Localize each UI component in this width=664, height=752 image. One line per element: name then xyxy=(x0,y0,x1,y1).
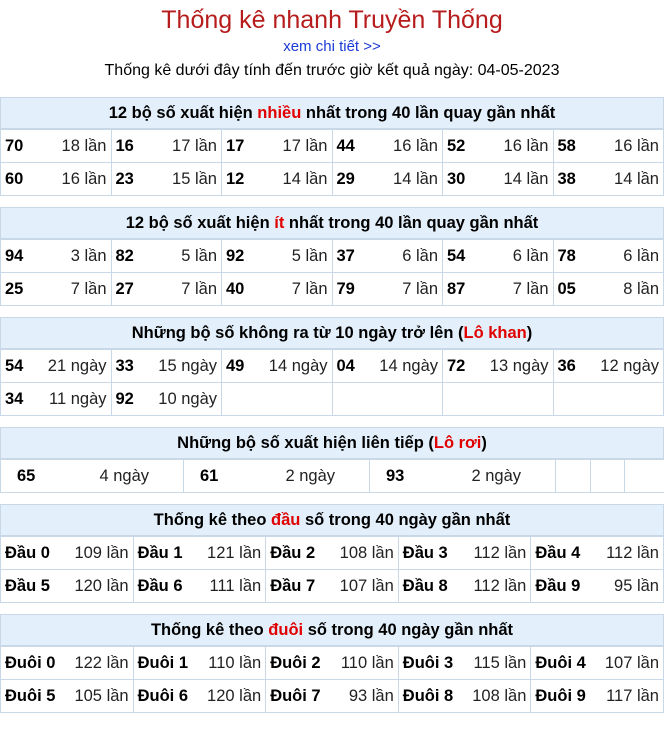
table-cell xyxy=(332,163,443,196)
cell-count: 14 ngày xyxy=(379,357,438,376)
cell-count: 108 lần xyxy=(472,687,526,706)
cell-label: Đầu 7 xyxy=(270,577,315,596)
cell-count: 8 lần xyxy=(623,280,659,299)
cell-count: 3 lần xyxy=(71,247,107,266)
cell-count: 95 lần xyxy=(614,577,659,596)
cell-label: Đầu 8 xyxy=(403,577,448,596)
table-cell xyxy=(266,647,399,680)
cell-label: Đuôi 4 xyxy=(535,654,585,673)
cell-label: 23 xyxy=(116,170,134,189)
table-cell xyxy=(591,460,625,493)
table-cell xyxy=(443,350,554,383)
duoi-section xyxy=(0,614,664,713)
cell-label: 58 xyxy=(558,137,576,156)
cell-count: 18 lần xyxy=(62,137,107,156)
cell-count: 15 ngày xyxy=(158,357,217,376)
cell-label: 72 xyxy=(447,357,465,376)
table-cell xyxy=(1,647,134,680)
cell-count: 7 lần xyxy=(513,280,549,299)
cell-label: Đầu 9 xyxy=(535,577,580,596)
table-row xyxy=(1,570,664,603)
cell-count: 109 lần xyxy=(74,544,128,563)
cell-count: 6 lần xyxy=(402,247,438,266)
table-row xyxy=(1,680,664,713)
table-cell xyxy=(553,163,664,196)
cell-count: 21 ngày xyxy=(48,357,107,376)
cell-count: 111 lần xyxy=(210,577,262,596)
dau-section xyxy=(0,504,664,603)
table-cell xyxy=(266,570,399,603)
table-cell: 93 2 ngày xyxy=(370,460,556,493)
cell-count: 15 lần xyxy=(172,170,217,189)
table-cell xyxy=(332,383,443,416)
cell-count: 5 lần xyxy=(181,247,217,266)
cell-label: 36 xyxy=(558,357,576,376)
table-cell xyxy=(625,460,664,493)
table-cell xyxy=(1,537,134,570)
cell-count: 112 lần xyxy=(473,577,526,596)
cell-count: 11 ngày xyxy=(49,390,107,409)
cell-label: Đuôi 6 xyxy=(138,687,188,706)
cell-count: 110 lần xyxy=(208,654,261,673)
cell-label: 04 xyxy=(337,357,355,376)
cell-count: 107 lần xyxy=(340,577,394,596)
cell-label: 37 xyxy=(337,247,355,266)
cell-count: 14 lần xyxy=(614,170,659,189)
cell-count: 107 lần xyxy=(605,654,659,673)
most-frequent-section xyxy=(0,97,664,196)
table-cell xyxy=(398,537,531,570)
cell-count: 7 lần xyxy=(292,280,328,299)
cell-label: Đuôi 3 xyxy=(403,654,453,673)
cell-label: 60 xyxy=(5,170,23,189)
table-cell xyxy=(556,460,591,493)
table-cell xyxy=(443,383,554,416)
cell-count: 16 lần xyxy=(504,137,549,156)
section-header: 12 bộ số xuất hiện nhiều nhất trong 40 lần quay gần nhất xyxy=(0,97,664,129)
cell-label: 78 xyxy=(558,247,576,266)
table-row xyxy=(1,647,664,680)
table-cell xyxy=(531,680,664,713)
cell-label: 44 xyxy=(337,137,355,156)
table-cell xyxy=(133,570,266,603)
table-row xyxy=(1,240,664,273)
table-cell xyxy=(531,537,664,570)
section-header: Những bộ số không ra từ 10 ngày trở lên (Lô khan) xyxy=(0,317,664,349)
table-cell xyxy=(222,163,333,196)
cell-count: 5 lần xyxy=(292,247,328,266)
cell-count: 14 lần xyxy=(393,170,438,189)
cell-label: Đầu 6 xyxy=(138,577,183,596)
cell-label: 87 xyxy=(447,280,465,299)
cell-label: 12 xyxy=(226,170,244,189)
cell-count: 16 lần xyxy=(393,137,438,156)
table-cell xyxy=(553,130,664,163)
cell-count: 7 lần xyxy=(71,280,107,299)
cell-label: 92 xyxy=(226,247,244,266)
cell-count: 13 ngày xyxy=(490,357,549,376)
lo-khan-table xyxy=(0,349,664,416)
table-cell: 65 4 ngày xyxy=(1,460,184,493)
cell-label: Đuôi 7 xyxy=(270,687,320,706)
table-cell xyxy=(1,383,112,416)
lo-khan-section xyxy=(0,317,664,416)
cell-label: Đuôi 5 xyxy=(5,687,55,706)
cell-label: 54 xyxy=(5,357,23,376)
table-row xyxy=(1,273,664,306)
cell-count: 122 lần xyxy=(74,654,128,673)
cell-label: Đuôi 0 xyxy=(5,654,55,673)
cell-label: 94 xyxy=(5,247,23,266)
cell-count: 93 lần xyxy=(349,687,394,706)
section-header: 12 bộ số xuất hiện ít nhất trong 40 lần quay gần nhất xyxy=(0,207,664,239)
least-frequent-table xyxy=(0,239,664,306)
table-cell xyxy=(531,570,664,603)
table-cell xyxy=(553,273,664,306)
cell-count: 7 lần xyxy=(181,280,217,299)
cell-label: 05 xyxy=(558,280,576,299)
cell-label: Đuôi 2 xyxy=(270,654,320,673)
table-cell xyxy=(266,537,399,570)
table-cell xyxy=(332,240,443,273)
cell-count: 12 ngày xyxy=(600,357,659,376)
table-cell xyxy=(398,647,531,680)
cell-label: 70 xyxy=(5,137,23,156)
table-cell xyxy=(111,273,222,306)
table-cell xyxy=(222,130,333,163)
section-header: Thống kê theo đuôi số trong 40 ngày gần nhất xyxy=(0,614,664,646)
table-row xyxy=(1,350,664,383)
page-title: Thống kê nhanh Truyền Thống xyxy=(0,4,664,36)
table-cell xyxy=(222,273,333,306)
table-cell xyxy=(1,130,112,163)
table-cell xyxy=(133,647,266,680)
cell-label: 17 xyxy=(226,137,244,156)
table-cell xyxy=(553,383,664,416)
table-cell xyxy=(398,680,531,713)
cell-count: 117 lần xyxy=(606,687,659,706)
table-cell xyxy=(1,680,134,713)
table-cell xyxy=(443,130,554,163)
table-cell xyxy=(111,350,222,383)
table-row xyxy=(1,383,664,416)
table-cell xyxy=(133,537,266,570)
table-cell xyxy=(111,163,222,196)
cell-count: 7 lần xyxy=(402,280,438,299)
cell-count: 108 lần xyxy=(340,544,394,563)
cell-count: 112 lần xyxy=(473,544,526,563)
cell-label: Đầu 2 xyxy=(270,544,315,563)
table-cell xyxy=(222,240,333,273)
cell-count: 112 lần xyxy=(606,544,659,563)
table-cell xyxy=(332,350,443,383)
cell-label: 16 xyxy=(116,137,134,156)
table-cell xyxy=(1,240,112,273)
table-cell xyxy=(332,273,443,306)
cell-count: 14 lần xyxy=(283,170,328,189)
cell-count: 120 lần xyxy=(74,577,128,596)
cell-label: 92 xyxy=(116,390,134,409)
cell-count: 121 lần xyxy=(207,544,261,563)
table-cell xyxy=(133,680,266,713)
table-cell xyxy=(443,273,554,306)
cell-label: 79 xyxy=(337,280,355,299)
cell-count: 14 ngày xyxy=(269,357,328,376)
cell-label: Đầu 3 xyxy=(403,544,448,563)
table-cell xyxy=(222,350,333,383)
table-cell xyxy=(553,240,664,273)
duoi-table xyxy=(0,646,664,713)
lo-roi-table xyxy=(0,459,664,493)
page-subtitle: Thống kê dưới đây tính đến trước giờ kết quả ngày: 04-05-2023 xyxy=(0,58,664,84)
dau-table xyxy=(0,536,664,603)
table-cell xyxy=(531,647,664,680)
cell-count: 6 lần xyxy=(513,247,549,266)
lo-roi-section xyxy=(0,427,664,493)
cell-label: Đầu 5 xyxy=(5,577,50,596)
table-cell xyxy=(1,350,112,383)
cell-count: 120 lần xyxy=(207,687,261,706)
cell-count: 16 lần xyxy=(62,170,107,189)
table-cell xyxy=(553,350,664,383)
cell-label: Đuôi 1 xyxy=(138,654,188,673)
cell-label: Đầu 1 xyxy=(138,544,183,563)
cell-label: 40 xyxy=(226,280,244,299)
cell-label: Đầu 0 xyxy=(5,544,50,563)
section-header: Thống kê theo đầu số trong 40 ngày gần nhất xyxy=(0,504,664,536)
table-cell xyxy=(111,130,222,163)
cell-label: 33 xyxy=(116,357,134,376)
table-cell xyxy=(1,273,112,306)
cell-label: 52 xyxy=(447,137,465,156)
cell-label: 25 xyxy=(5,280,23,299)
cell-count: 115 lần xyxy=(473,654,526,673)
table-cell xyxy=(266,680,399,713)
cell-label: Đuôi 9 xyxy=(535,687,585,706)
least-frequent-section xyxy=(0,207,664,306)
most-frequent-table xyxy=(0,129,664,196)
table-cell xyxy=(443,240,554,273)
table-cell xyxy=(1,163,112,196)
table-cell xyxy=(111,240,222,273)
cell-count: 10 ngày xyxy=(158,390,217,409)
table-cell xyxy=(332,130,443,163)
table-cell xyxy=(443,163,554,196)
cell-label: 54 xyxy=(447,247,465,266)
cell-label: Đuôi 8 xyxy=(403,687,453,706)
cell-count: 105 lần xyxy=(74,687,128,706)
cell-count: 6 lần xyxy=(623,247,659,266)
cell-label: 38 xyxy=(558,170,576,189)
cell-label: Đầu 4 xyxy=(535,544,580,563)
cell-label: 34 xyxy=(5,390,23,409)
cell-count: 110 lần xyxy=(341,654,394,673)
table-row xyxy=(1,130,664,163)
table-cell xyxy=(111,383,222,416)
cell-label: 30 xyxy=(447,170,465,189)
table-cell xyxy=(222,383,333,416)
cell-count: 17 lần xyxy=(283,137,328,156)
table-row xyxy=(1,537,664,570)
table-row xyxy=(1,163,664,196)
cell-count: 17 lần xyxy=(172,137,217,156)
cell-label: 49 xyxy=(226,357,244,376)
cell-label: 82 xyxy=(116,247,134,266)
section-header: Những bộ số xuất hiện liên tiếp (Lô rơi) xyxy=(0,427,664,459)
cell-label: 29 xyxy=(337,170,355,189)
table-cell xyxy=(1,570,134,603)
table-cell: 61 2 ngày xyxy=(184,460,370,493)
detail-link[interactable]: xem chi tiết >> xyxy=(0,36,664,58)
cell-count: 14 lần xyxy=(504,170,549,189)
cell-count: 16 lần xyxy=(614,137,659,156)
cell-label: 27 xyxy=(116,280,134,299)
table-cell xyxy=(398,570,531,603)
